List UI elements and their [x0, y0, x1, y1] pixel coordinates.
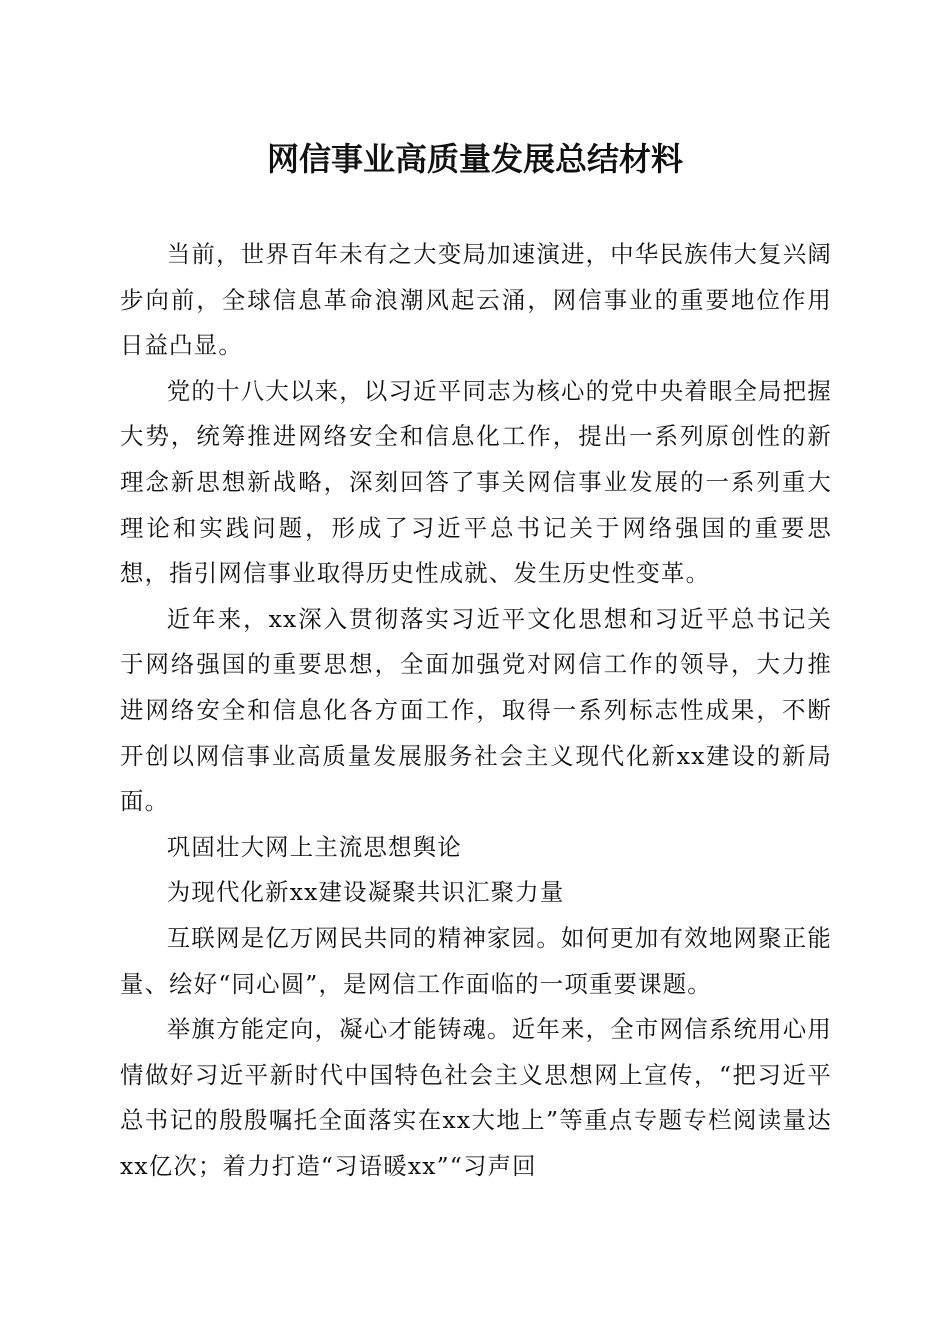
section-heading: 巩固壮大网上主流思想舆论	[166, 832, 462, 861]
paragraph-internet-home: 互联网是亿万网民共同的精神家园。如何更加有效地网聚正能量、绘好“同心圆”，是网信工作面临的一项重要课题。	[120, 923, 832, 998]
paragraph-recent-years: 近年来，xx深入贯彻落实习近平文化思想和习近平总书记关于网络强国的重要思想，全面加强党对网信工作的领导，大力推进网络安全和信息化各方面工作，取得一系列标志性成果，不断开创以网信事业高质量发展服务社会主义现代化新xx建设的新局面。	[120, 604, 832, 816]
document-title: 网信事业高质量发展总结材料	[266, 140, 683, 178]
section-subheading: 为现代化新xx建设凝聚共识汇聚力量	[166, 878, 565, 907]
paragraph-raise-flag: 举旗方能定向，凝心才能铸魂。近年来，全市网信系统用心用情做好习近平新时代中国特色社会主义思想网上宣传，“把习近平总书记的殷殷嘱托全面落实在xx大地上”等重点专题专栏阅读量达xx亿次；着力打造“习语暖xx”“习声回	[120, 1015, 832, 1180]
document-body	[120, 232, 832, 1189]
paragraph-intro: 当前，世界百年未有之大变局加速演进，中华民族伟大复兴阔步向前，全球信息革命浪潮风起云涌，网信事业的重要地位作用日益凸显。	[120, 240, 832, 360]
paragraph-eighteenth-congress: 党的十八大以来，以习近平同志为核心的党中央着眼全局把握大势，统筹推进网络安全和信息化工作，提出一系列原创性的新理念新思想新战略，深刻回答了事关网信事业发展的一系列重大理论和实践问题，形成了习近平总书记关于网络强国的重要思想，指引网信事业取得历史性成就、发生历史性变革。	[120, 376, 832, 588]
